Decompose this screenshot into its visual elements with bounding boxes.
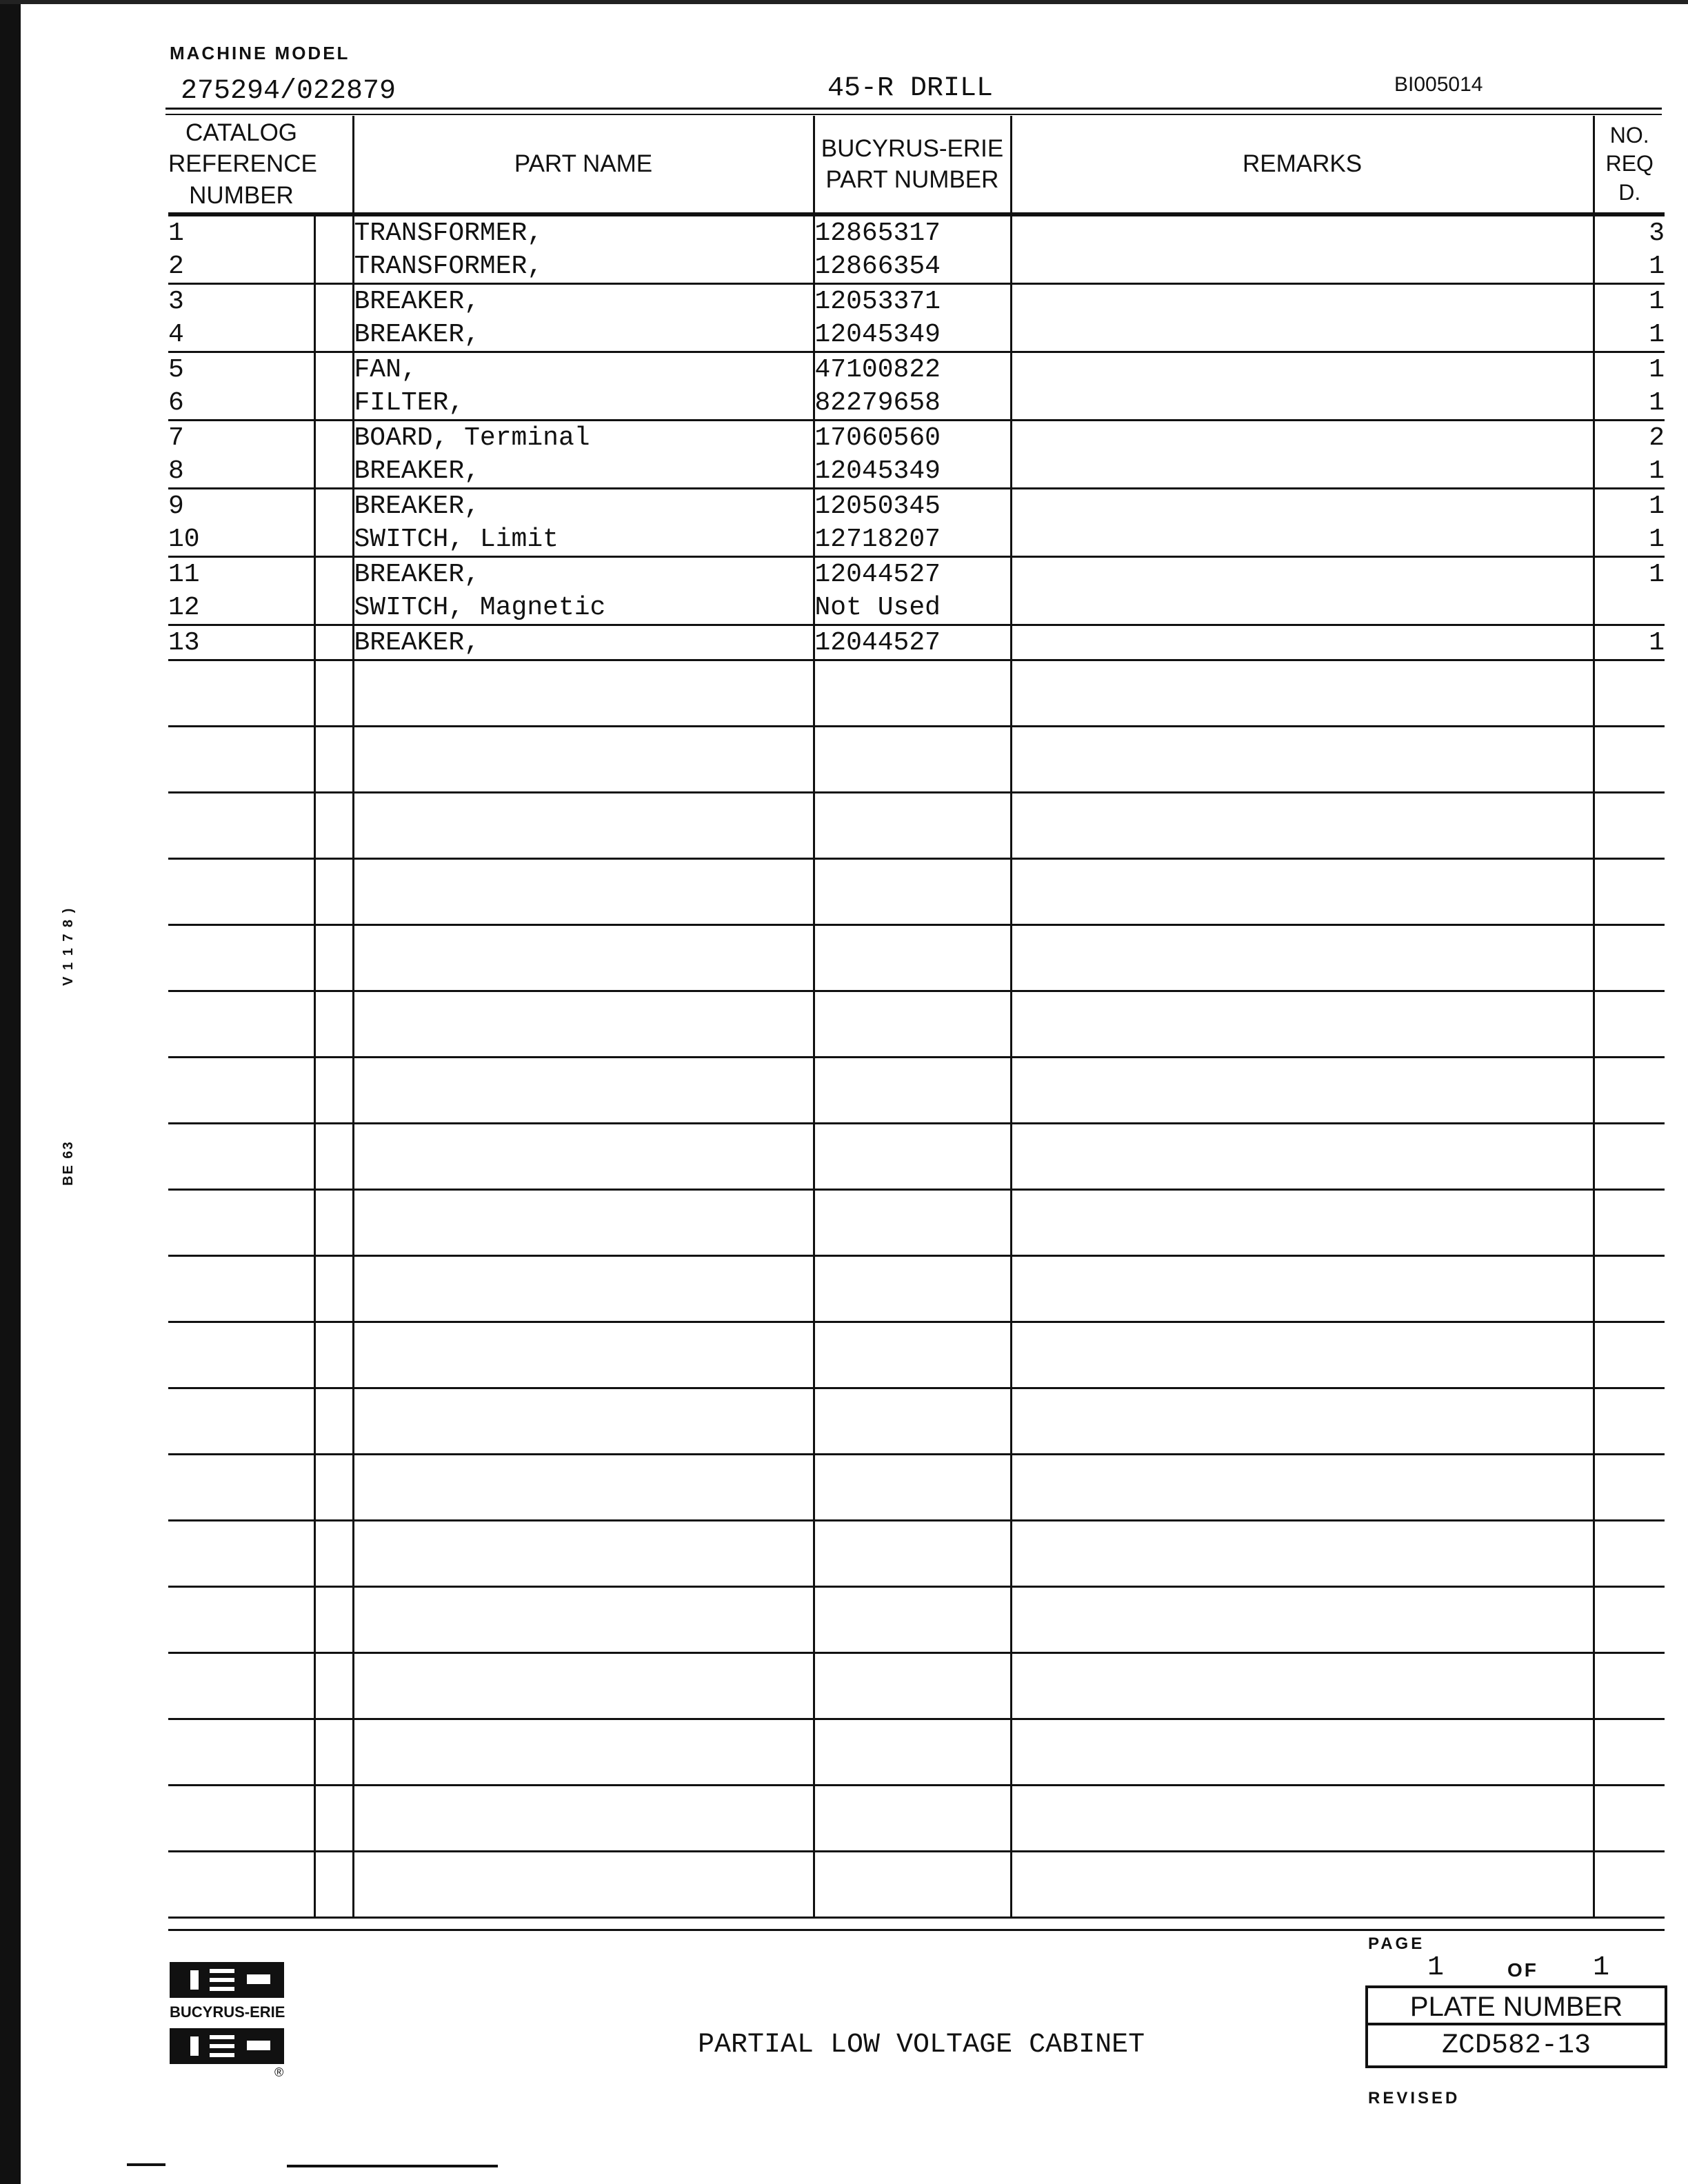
header-ref-line1: CATALOG xyxy=(185,119,298,146)
table-row xyxy=(168,454,1665,489)
empty-cell xyxy=(1594,1256,1665,1322)
machine-name: 45-R DRILL xyxy=(827,73,994,104)
ref-cell: 10 xyxy=(168,523,314,557)
empty-cell xyxy=(814,1322,1011,1388)
empty-cell xyxy=(314,1521,353,1587)
empty-table-row xyxy=(168,925,1665,991)
empty-cell xyxy=(314,1653,353,1719)
empty-cell xyxy=(1011,1124,1594,1190)
empty-cell xyxy=(1594,793,1665,859)
bottom-mark-left xyxy=(127,2163,165,2166)
qty-cell: 1 xyxy=(1594,523,1665,557)
empty-cell xyxy=(1011,793,1594,859)
empty-cell xyxy=(1011,1058,1594,1124)
gap-cell xyxy=(314,284,353,318)
empty-cell xyxy=(1011,1256,1594,1322)
empty-cell xyxy=(168,991,314,1058)
empty-cell xyxy=(168,1388,314,1455)
part-name-cell: TRANSFORMER, xyxy=(353,250,814,284)
empty-cell xyxy=(814,660,1011,727)
empty-table-row xyxy=(168,1786,1665,1852)
part-name-cell: BREAKER, xyxy=(353,489,814,523)
company-name: BUCYRUS-ERIE xyxy=(170,2003,285,2021)
empty-cell xyxy=(314,727,353,793)
empty-cell xyxy=(168,859,314,925)
scan-edge-top xyxy=(0,0,1688,4)
ref-cell: 1 xyxy=(168,218,184,248)
ref-cell: 11 xyxy=(168,559,200,589)
empty-table-row xyxy=(168,1124,1665,1190)
empty-cell xyxy=(814,1786,1011,1852)
ref-cell: 2 xyxy=(168,250,314,284)
empty-table-row xyxy=(168,1587,1665,1653)
plate-number-label: PLATE NUMBER xyxy=(1368,1988,1665,2025)
empty-cell xyxy=(814,1653,1011,1719)
part-number-cell: 82279658 xyxy=(814,386,1011,421)
empty-cell xyxy=(168,1455,314,1521)
empty-cell xyxy=(314,1455,353,1521)
empty-cell xyxy=(168,1256,314,1322)
qty-cell: 2 xyxy=(1594,421,1665,455)
part-name-cell: SWITCH, Limit xyxy=(353,523,814,557)
bottom-mark-right xyxy=(287,2165,498,2167)
empty-table-row xyxy=(168,1058,1665,1124)
remarks-cell xyxy=(1011,557,1594,592)
empty-cell xyxy=(168,925,314,991)
ref-cell: 7 xyxy=(168,423,184,453)
empty-table-row xyxy=(168,793,1665,859)
empty-cell xyxy=(314,1388,353,1455)
empty-cell xyxy=(314,1786,353,1852)
ref-cell: 4 xyxy=(168,318,314,352)
qty-cell: 1 xyxy=(1594,352,1665,387)
part-number-cell: 12866354 xyxy=(814,250,1011,284)
header-gap xyxy=(314,116,353,214)
side-code-upper: V 1 1 7 8 ) xyxy=(61,907,76,986)
gap-cell xyxy=(314,386,353,421)
qty-cell xyxy=(1594,591,1665,625)
table-row xyxy=(168,318,1665,352)
remarks-cell xyxy=(1011,318,1594,352)
empty-cell xyxy=(1594,1190,1665,1256)
empty-cell xyxy=(353,727,814,793)
part-number-cell: 12045349 xyxy=(814,318,1011,352)
empty-cell xyxy=(814,1058,1011,1124)
empty-cell xyxy=(1594,1521,1665,1587)
header-part-number-line2: PART NUMBER xyxy=(825,166,999,193)
empty-cell xyxy=(814,793,1011,859)
part-number-cell: 12053371 xyxy=(814,284,1011,318)
empty-cell xyxy=(1594,1719,1665,1786)
empty-cell xyxy=(1011,1719,1594,1786)
qty-cell: 1 xyxy=(1594,318,1665,352)
ref-cell: 9 xyxy=(168,491,184,521)
empty-table-row xyxy=(168,991,1665,1058)
empty-cell xyxy=(353,1388,814,1455)
gap-cell xyxy=(314,214,353,250)
qty-cell: 1 xyxy=(1594,250,1665,284)
empty-cell xyxy=(814,991,1011,1058)
ref-cell: 8 xyxy=(168,454,314,489)
remarks-cell xyxy=(1011,591,1594,625)
empty-cell xyxy=(1011,1388,1594,1455)
empty-cell xyxy=(1594,925,1665,991)
table-row xyxy=(168,489,1665,523)
document-title: PARTIAL LOW VOLTAGE CABINET xyxy=(698,2030,1145,2061)
empty-cell xyxy=(314,1124,353,1190)
empty-cell xyxy=(1594,1786,1665,1852)
empty-cell xyxy=(168,1852,314,1918)
empty-cell xyxy=(1011,1587,1594,1653)
part-number-cell: 17060560 xyxy=(814,421,1011,455)
side-code-lower: BE 63 xyxy=(61,1140,76,1186)
empty-cell xyxy=(1011,859,1594,925)
header-ref-line2: REFERENCE xyxy=(168,150,317,178)
empty-cell xyxy=(314,1719,353,1786)
empty-cell xyxy=(1594,1058,1665,1124)
remarks-cell xyxy=(1011,284,1594,318)
remarks-cell xyxy=(1011,250,1594,284)
empty-cell xyxy=(814,1521,1011,1587)
empty-cell xyxy=(814,1852,1011,1918)
empty-cell xyxy=(353,1190,814,1256)
empty-cell xyxy=(314,660,353,727)
qty-cell: 1 xyxy=(1594,625,1665,660)
gap-cell xyxy=(314,250,353,284)
machine-model-label: MACHINE MODEL xyxy=(170,43,350,63)
gap-cell xyxy=(314,489,353,523)
empty-cell xyxy=(314,925,353,991)
empty-cell xyxy=(1594,991,1665,1058)
empty-cell xyxy=(168,1587,314,1653)
empty-cell xyxy=(314,991,353,1058)
empty-cell xyxy=(168,793,314,859)
gap-cell xyxy=(314,523,353,557)
gap-cell xyxy=(314,557,353,592)
empty-cell xyxy=(1594,1124,1665,1190)
empty-cell xyxy=(814,1256,1011,1322)
empty-cell xyxy=(1011,1521,1594,1587)
empty-cell xyxy=(168,1124,314,1190)
of-label: OF xyxy=(1507,1959,1538,1981)
empty-cell xyxy=(814,859,1011,925)
qty-cell: 1 xyxy=(1594,386,1665,421)
table-row xyxy=(168,352,1665,387)
header-part-number xyxy=(814,116,1011,214)
empty-table-row xyxy=(168,1653,1665,1719)
empty-table-row xyxy=(168,1256,1665,1322)
empty-cell xyxy=(814,925,1011,991)
revised-label: REVISED xyxy=(1368,2089,1460,2107)
empty-cell xyxy=(168,1786,314,1852)
parts-table xyxy=(168,116,1665,1919)
empty-cell xyxy=(353,1587,814,1653)
empty-cell xyxy=(1594,1653,1665,1719)
empty-cell xyxy=(168,1058,314,1124)
ref-cell: 3 xyxy=(168,286,184,316)
empty-cell xyxy=(314,1852,353,1918)
empty-cell xyxy=(314,1322,353,1388)
part-number-cell: 12718207 xyxy=(814,523,1011,557)
empty-cell xyxy=(353,1256,814,1322)
remarks-cell xyxy=(1011,625,1594,660)
empty-cell xyxy=(353,859,814,925)
remarks-cell xyxy=(1011,214,1594,250)
remarks-cell xyxy=(1011,352,1594,387)
part-number-cell: Not Used xyxy=(814,591,1011,625)
empty-cell xyxy=(168,660,314,727)
document-id: BI005014 xyxy=(1394,73,1483,96)
empty-table-row xyxy=(168,859,1665,925)
gap-cell xyxy=(314,454,353,489)
header-remarks: REMARKS xyxy=(1011,116,1594,214)
gap-cell xyxy=(314,421,353,455)
page-total: 1 xyxy=(1593,1952,1610,1983)
qty-cell: 1 xyxy=(1594,489,1665,523)
empty-cell xyxy=(168,1653,314,1719)
part-name-cell: TRANSFORMER, xyxy=(353,214,814,250)
table-row xyxy=(168,214,1665,250)
empty-cell xyxy=(1011,660,1594,727)
empty-cell xyxy=(314,1256,353,1322)
part-name-cell: BREAKER, xyxy=(353,625,814,660)
empty-cell xyxy=(814,1124,1011,1190)
empty-cell xyxy=(1594,859,1665,925)
ref-cell: 12 xyxy=(168,591,314,625)
empty-cell xyxy=(353,1455,814,1521)
header-part-number-line1: BUCYRUS-ERIE xyxy=(821,134,1004,162)
ref-cell: 5 xyxy=(168,354,184,385)
empty-table-row xyxy=(168,1388,1665,1455)
empty-cell xyxy=(1011,1455,1594,1521)
empty-cell xyxy=(314,1587,353,1653)
empty-cell xyxy=(314,1190,353,1256)
footer-rule xyxy=(168,1929,1665,1931)
part-name-cell: FILTER, xyxy=(353,386,814,421)
empty-cell xyxy=(1011,727,1594,793)
empty-cell xyxy=(353,1521,814,1587)
empty-cell xyxy=(1011,1322,1594,1388)
empty-cell xyxy=(1011,1786,1594,1852)
company-logo-icon xyxy=(170,1962,284,1998)
header-qty xyxy=(1594,116,1665,214)
empty-cell xyxy=(314,859,353,925)
remarks-cell xyxy=(1011,523,1594,557)
part-name-cell: BREAKER, xyxy=(353,454,814,489)
empty-cell xyxy=(353,793,814,859)
remarks-cell xyxy=(1011,489,1594,523)
header-part-name: PART NAME xyxy=(353,116,814,214)
empty-cell xyxy=(353,1852,814,1918)
empty-cell xyxy=(814,1388,1011,1455)
empty-cell xyxy=(1011,1190,1594,1256)
empty-cell xyxy=(814,1455,1011,1521)
part-number-cell: 12865317 xyxy=(814,214,1011,250)
header-qty-line1: NO. xyxy=(1609,122,1649,148)
qty-cell: 1 xyxy=(1594,454,1665,489)
part-number-cell: 12050345 xyxy=(814,489,1011,523)
part-name-cell: SWITCH, Magnetic xyxy=(353,591,814,625)
gap-cell xyxy=(314,318,353,352)
empty-cell xyxy=(1011,1653,1594,1719)
empty-cell xyxy=(1594,1388,1665,1455)
ref-cell: 13 xyxy=(168,625,314,660)
part-number-cell: 12044527 xyxy=(814,557,1011,592)
gap-cell xyxy=(314,625,353,660)
empty-cell xyxy=(1011,991,1594,1058)
empty-cell xyxy=(353,1058,814,1124)
empty-cell xyxy=(168,1190,314,1256)
empty-cell xyxy=(1011,925,1594,991)
empty-cell xyxy=(1594,660,1665,727)
ref-cell: 6 xyxy=(168,386,314,421)
empty-table-row xyxy=(168,1322,1665,1388)
table-row xyxy=(168,523,1665,557)
part-number-cell: 12044527 xyxy=(814,625,1011,660)
empty-cell xyxy=(168,1322,314,1388)
empty-cell xyxy=(1594,1322,1665,1388)
empty-cell xyxy=(168,727,314,793)
empty-cell xyxy=(814,727,1011,793)
empty-cell xyxy=(1594,727,1665,793)
empty-cell xyxy=(353,1653,814,1719)
empty-cell xyxy=(353,991,814,1058)
table-row xyxy=(168,557,1665,592)
qty-cell: 1 xyxy=(1594,284,1665,318)
part-name-cell: BOARD, Terminal xyxy=(353,421,814,455)
empty-cell xyxy=(814,1587,1011,1653)
empty-cell xyxy=(168,1521,314,1587)
part-name-cell: BREAKER, xyxy=(353,557,814,592)
remarks-cell xyxy=(1011,386,1594,421)
empty-cell xyxy=(814,1719,1011,1786)
empty-cell xyxy=(353,1322,814,1388)
page-number: 1 xyxy=(1427,1952,1445,1983)
empty-cell xyxy=(353,1719,814,1786)
empty-table-row xyxy=(168,727,1665,793)
gap-cell xyxy=(314,352,353,387)
header-qty-line2: REQ D. xyxy=(1605,151,1654,205)
header-rule xyxy=(165,108,1662,115)
empty-table-row xyxy=(168,660,1665,727)
remarks-cell xyxy=(1011,454,1594,489)
plate-number-value: ZCD582-13 xyxy=(1441,2030,1591,2061)
table-row xyxy=(168,284,1665,318)
table-row xyxy=(168,421,1665,455)
empty-table-row xyxy=(168,1455,1665,1521)
empty-table-row xyxy=(168,1521,1665,1587)
empty-cell xyxy=(1011,1852,1594,1918)
qty-cell: 1 xyxy=(1594,557,1665,592)
header-ref-line3: NUMBER xyxy=(189,181,294,209)
empty-cell xyxy=(814,1190,1011,1256)
part-name-cell: BREAKER, xyxy=(353,318,814,352)
company-logo-secondary-icon xyxy=(170,2028,284,2064)
part-name-cell: FAN, xyxy=(353,352,814,387)
machine-model-value: 275294/022879 xyxy=(181,76,396,107)
empty-table-row xyxy=(168,1852,1665,1918)
gap-cell xyxy=(314,591,353,625)
table-row xyxy=(168,386,1665,421)
qty-cell: 3 xyxy=(1594,214,1665,250)
empty-cell xyxy=(1594,1455,1665,1521)
table-header-row xyxy=(168,116,1665,214)
page-label: PAGE xyxy=(1368,1934,1425,1953)
empty-cell xyxy=(168,1719,314,1786)
empty-cell xyxy=(1594,1587,1665,1653)
empty-cell xyxy=(353,1786,814,1852)
empty-cell xyxy=(314,1058,353,1124)
empty-cell xyxy=(314,793,353,859)
empty-table-row xyxy=(168,1190,1665,1256)
table-row xyxy=(168,625,1665,660)
table-row xyxy=(168,250,1665,284)
remarks-cell xyxy=(1011,421,1594,455)
table-row xyxy=(168,591,1665,625)
part-number-cell: 47100822 xyxy=(814,352,1011,387)
empty-cell xyxy=(353,1124,814,1190)
header-catalog-reference xyxy=(168,116,317,214)
part-name-cell: BREAKER, xyxy=(353,284,814,318)
empty-table-row xyxy=(168,1719,1665,1786)
scan-edge-left xyxy=(0,0,21,2184)
empty-cell xyxy=(353,925,814,991)
part-number-cell: 12045349 xyxy=(814,454,1011,489)
registered-mark: ® xyxy=(274,2065,284,2079)
empty-cell xyxy=(1594,1852,1665,1918)
empty-cell xyxy=(353,660,814,727)
